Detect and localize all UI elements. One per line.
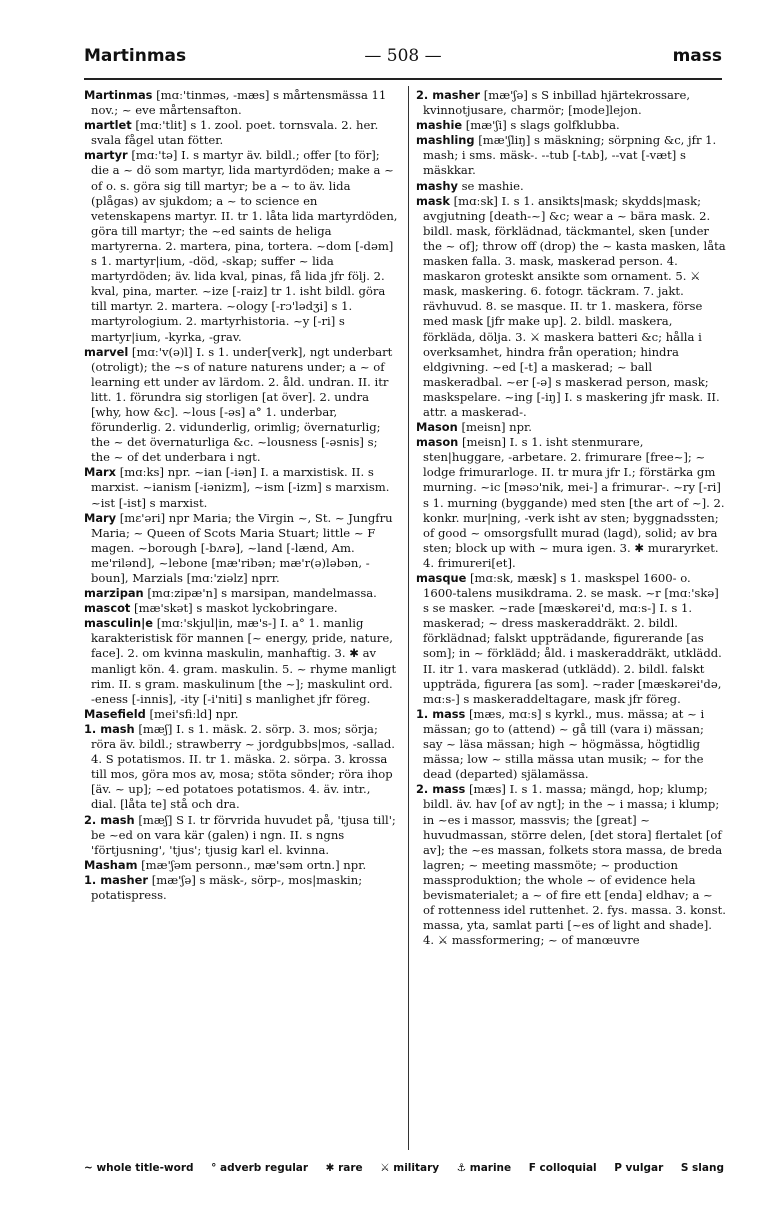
dictionary-entry — [84, 345, 398, 466]
entry-headword: 2. masher — [416, 88, 481, 102]
entry-headword: marvel — [84, 344, 129, 359]
entry-definition: [mɑːsk] I. s 1. ansikts|mask; skydds|mask; avgjutning [death-~] &c; wear a ~ bära mask. 2. bildl. mask, förklädnad, täckmantel, sken [under the ~ of]; throw off (drop) the ~ kasta masken, låta masken falla. 3. mask, maskerad person. 4. maskaron groteskt ansikte som ornament. 5. ⚔ mask, maskering. 6. fotogr. täckram. 7. jakt. rävhuvud. 8. se masque. II. tr 1. maskera, förse med mask [jfr make up]. 2. bildl. maskera, förkläda, dölja. 3. ⚔ maskera batteri &c; hålla i overksamhet, hindra från operation; hindra eldgivning. ~ed [-t] a maskerad; ~ ball maskeradbal. ~er [-ə] s maskerad person, mask; maskspelare. ~ing [-iŋ] I. s maskering jfr mask. II. attr. a maskerad-. — [423, 193, 726, 419]
legend-item: ° adverb regular — [211, 1162, 309, 1174]
dictionary-entry — [84, 465, 398, 510]
dictionary-entry — [84, 118, 398, 148]
dictionary-entry — [84, 813, 398, 858]
entry-headword: Mason — [416, 420, 458, 435]
right-running-headword: mass — [672, 46, 722, 66]
page-number: — 508 — — [364, 46, 442, 66]
column-divider — [408, 86, 409, 1150]
entry-definition: [mɑː'tinməs, -mæs] s mårtensmässa 11 nov.; ~ eve mårtensafton. — [91, 88, 387, 118]
dictionary-entry — [416, 88, 726, 118]
entry-headword: 2. mash — [84, 812, 135, 827]
right-column — [416, 88, 726, 948]
dictionary-entry — [84, 707, 398, 722]
dictionary-entry — [416, 435, 726, 571]
entry-definition: [mæs] I. s 1. massa; mängd, hop; klump; bildl. äv. hav [of av ngt]; in the ~ i massa; i klump; in ~es i massor, massvis; the [great] ~ huvudmassan, större delen, [det stora] flertalet [of av]; the ~es massan, folkets stora massa, de breda lagren; ~ meeting massmöte; ~ production massproduktion; the whole ~ of evidence hela bevismaterialet; a ~ of fire ett [enda] eldhav; a ~ of rottenness idel ruttenhet. 2. fys. massa. 3. konst. massa, yta, samlat parti [~es of light and shade]. 4. ⚔ massformering; ~ of manœuvre — [423, 782, 726, 948]
entry-headword: 1. masher — [84, 872, 149, 887]
dictionary-entry — [416, 707, 726, 782]
entry-definition: [mɑːzipæ'n] s marsipan, mandelmassa. — [147, 586, 377, 601]
entry-definition: [mæ'skət] s maskot lyckobringare. — [134, 601, 338, 616]
dictionary-entry — [416, 420, 726, 435]
entry-definition: [mɑːsk, mæsk] s 1. maskspel 1600- o. 1600-talens musikdrama. 2. se mask. ~r [mɑː'skə] s se masker. ~rade [mæskərei'd, mɑːs-] I. s 1. maskerad; ~ dress maskeraddräkt. 2. bildl. förklädnad; falskt uppträdande, figurerande [as som]; in ~ förklädd; åld. i maskeraddräkt, utklädd. II. itr 1. vara maskerad (utklädd). 2. bildl. falskt uppträda, figurera [as som]. ~rader [mæskərei'də, mɑːs-] s maskeraddeltagare, mask jfr föreg. — [423, 571, 722, 706]
dictionary-entry — [84, 148, 398, 344]
entry-headword: mascot — [84, 601, 131, 616]
entry-headword: mashling — [416, 133, 475, 148]
entry-definition: [mæ'ʃə] s mäsk-, sörp-, mos|maskin; potatispress. — [91, 872, 363, 902]
header-rule — [84, 78, 722, 80]
entry-headword: Marx — [84, 465, 116, 480]
abbreviation-legend — [84, 1162, 724, 1174]
left-running-headword: Martinmas — [84, 46, 187, 66]
entry-definition: [mæʃ] I. s 1. mäsk. 2. sörp. 3. mos; sörja; röra äv. bildl.; strawberry ~ jordgubbs|mos, -sallad. 4. S potatismos. II. tr 1. mäska. 2. sörpa. 3. krossa till mos, göra mos av, mosa; stöta sönder; röra ihop [äv. ~ up]; ~ed potatoes potatismos. 4. äv. intr., dial. [låta te] stå och dra. — [91, 721, 395, 812]
entry-headword: Masham — [84, 857, 138, 872]
entry-headword: masculin|e — [84, 616, 154, 631]
entry-definition: [mɛ'əri] npr Maria; the Virgin ~, St. ~ Jungfru Maria; ~ Queen of Scots Maria Stuart; little ~ F magen. ~borough [-bʌrə], ~land [-lænd, Am. me'rilənd], ~lebone [mæ'ribən; mæ'r(ə)ləbən, -boun], Marzials [mɑː'ziəlz] nprr. — [91, 510, 393, 585]
entry-definition: [mæ'ʃə] s S inbillad hjärtekrossare, kvinnotjusare, charmör; [mode]lejon. — [423, 88, 691, 118]
entry-definition: [mɑː'tə] I. s martyr äv. bildl.; offer [to för]; die a ~ dö som martyr, lida martyrdöden; make a ~ of o. s. göra sig till martyr; be a ~ to äv. lida (plågas) av sjukdom; a ~ to science en vetenskapens martyr. II. tr 1. låta lida martyrdöden, göra till martyr; the ~ed saints de heliga martyrerna. 2. martera, pina, tortera. ~dom [-dəm] s 1. martyr|ium, -död, -skap; suffer ~ lida martyrdöden; äv. lida kval, pinas, få lida jfr följ. 2. kval, pina, marter. ~ize [-raiz] tr 1. isht bildl. göra till martyr. 2. martera. ~ology [-rɔ'lədʒi] s 1. martyrologium. 2. martyrhistoria. ~y [-ri] s martyr|ium, -kyrka, -grav. — [91, 148, 398, 344]
dictionary-entry — [84, 873, 398, 903]
entry-definition: [mæʃ] S I. tr förvrida huvudet på, 'tjusa till'; be ~ed on vara kär (galen) i ngn. II. s ngns 'förtjusning', 'tjus'; tjusig karl el. kvinna. — [91, 812, 396, 857]
legend-item: ~ whole title-word — [84, 1162, 194, 1174]
entry-definition: [mæs, mɑːs] s kyrkl., mus. mässa; at ~ i mässan; go to (attend) ~ gå till (vara i) mässan; say ~ läsa mässan; high ~ högmässa, högtidlig mässa; low ~ stilla mässa utan musik; ~ for the dead (departed) själamässa. — [423, 706, 705, 782]
dictionary-entry — [416, 133, 726, 178]
dictionary-entry — [84, 601, 398, 616]
entry-definition: [mɑː'v(ə)l] I. s 1. under[verk], ngt underbart (otroligt); the ~s of nature naturens under; a ~ of learning ett under av lärdom. 2. åld. undran. II. itr litt. 1. förundra sig storligen [at över]. 2. undra [why, how &c]. ~lous [-əs] a° 1. underbar, förunderlig. 2. vidunderlig, orimlig; övernaturlig; the ~ det övernaturliga &c. ~lousness [-əsnis] s; the ~ of det underbara i ngt. — [91, 344, 393, 465]
dictionary-entry — [416, 571, 726, 707]
legend-item: ⚔ military — [380, 1162, 440, 1174]
dictionary-entry — [84, 616, 398, 707]
legend-item: ✱ rare — [325, 1162, 363, 1174]
legend-item: P vulgar — [614, 1162, 664, 1174]
entry-definition: [mæ'ʃəm personn., mæ'səm ortn.] npr. — [141, 857, 367, 872]
legend-item: F colloquial — [528, 1162, 597, 1174]
dictionary-entry — [84, 722, 398, 813]
entry-headword: masque — [416, 571, 467, 585]
dictionary-entry — [84, 586, 398, 601]
entry-headword: 2. mass — [416, 782, 466, 797]
legend-item: S slang — [680, 1162, 724, 1174]
entry-headword: Masefield — [84, 706, 146, 721]
entry-definition: [meisn] npr. — [461, 420, 532, 435]
entry-headword: martlet — [84, 118, 132, 133]
dictionary-entry — [416, 782, 726, 948]
left-column — [84, 88, 398, 903]
entry-headword: 1. mass — [416, 706, 466, 721]
dictionary-entry — [84, 88, 398, 118]
entry-definition: [mɑːks] npr. ~ian [-iən] I. a marxistisk. II. s marxist. ~ianism [-iənizm], ~ism [-izm] s marxism. ~ist [-ist] s marxist. — [91, 465, 390, 510]
entry-definition: [mei'sfiːld] npr. — [149, 706, 239, 721]
dictionary-entry — [84, 511, 398, 586]
entry-headword: mason — [416, 435, 459, 450]
entry-headword: mask — [416, 193, 450, 208]
entry-definition: se mashie. — [461, 178, 524, 193]
entry-definition: [mɑː'skjul|in, mæ's-] I. a° 1. manlig karakteristisk för mannen [~ energy, pride, nature, face]. 2. om kvinna maskulin, manhaftig. 3. ✱ av manligt kön. 4. gram. maskulin. 5. ~ rhyme manligt rim. II. s gram. maskulinum [the ~]; maskulint ord. -eness [-innis], -ity [-i'niti] s manlighet jfr föreg. — [91, 616, 397, 706]
dictionary-entry — [416, 194, 726, 420]
entry-definition: [meisn] I. s 1. isht stenmurare, sten|huggare, -arbetare. 2. frimurare [free~]; ~ lodge frimurarloge. II. tr mura jfr I.; förstärka gm murning. ~ic [məsɔ'nik, mei-] a frimurar-. ~ry [-ri] s 1. murning (byggande) med sten [the art of ~]. 2. konkr. mur|ning, -verk isht av sten; byggnadssten; of good ~ omsorgsfullt murad (lagd), solid; av bra sten; block up with ~ mura igen. 3. ✱ muraryrket. 4. frimureri[et]. — [423, 435, 725, 570]
entry-definition: [mæ'ʃi] s slags golfklubba. — [465, 118, 620, 133]
entry-headword: mashy — [416, 178, 458, 193]
entry-headword: Mary — [84, 510, 117, 525]
entry-headword: mashie — [416, 118, 463, 133]
page-header — [84, 46, 722, 72]
legend-item: ⚓ marine — [456, 1162, 512, 1174]
dictionary-entry — [84, 858, 398, 873]
entry-headword: Martinmas — [84, 88, 153, 102]
entry-definition: [mɑː'tlit] s 1. zool. poet. tornsvala. 2. her. svala fågel utan fötter. — [91, 118, 379, 148]
entry-headword: martyr — [84, 148, 128, 163]
dictionary-entry — [416, 118, 726, 133]
entry-headword: 1. mash — [84, 721, 135, 736]
entry-definition: [mæ'ʃliŋ] s mäskning; sörpning &c, jfr 1. mash; i sms. mäsk-. --tub [-tʌb], --vat [-væt] s mäskkar. — [423, 133, 717, 178]
dictionary-entry — [416, 179, 726, 194]
entry-headword: marzipan — [84, 586, 144, 601]
